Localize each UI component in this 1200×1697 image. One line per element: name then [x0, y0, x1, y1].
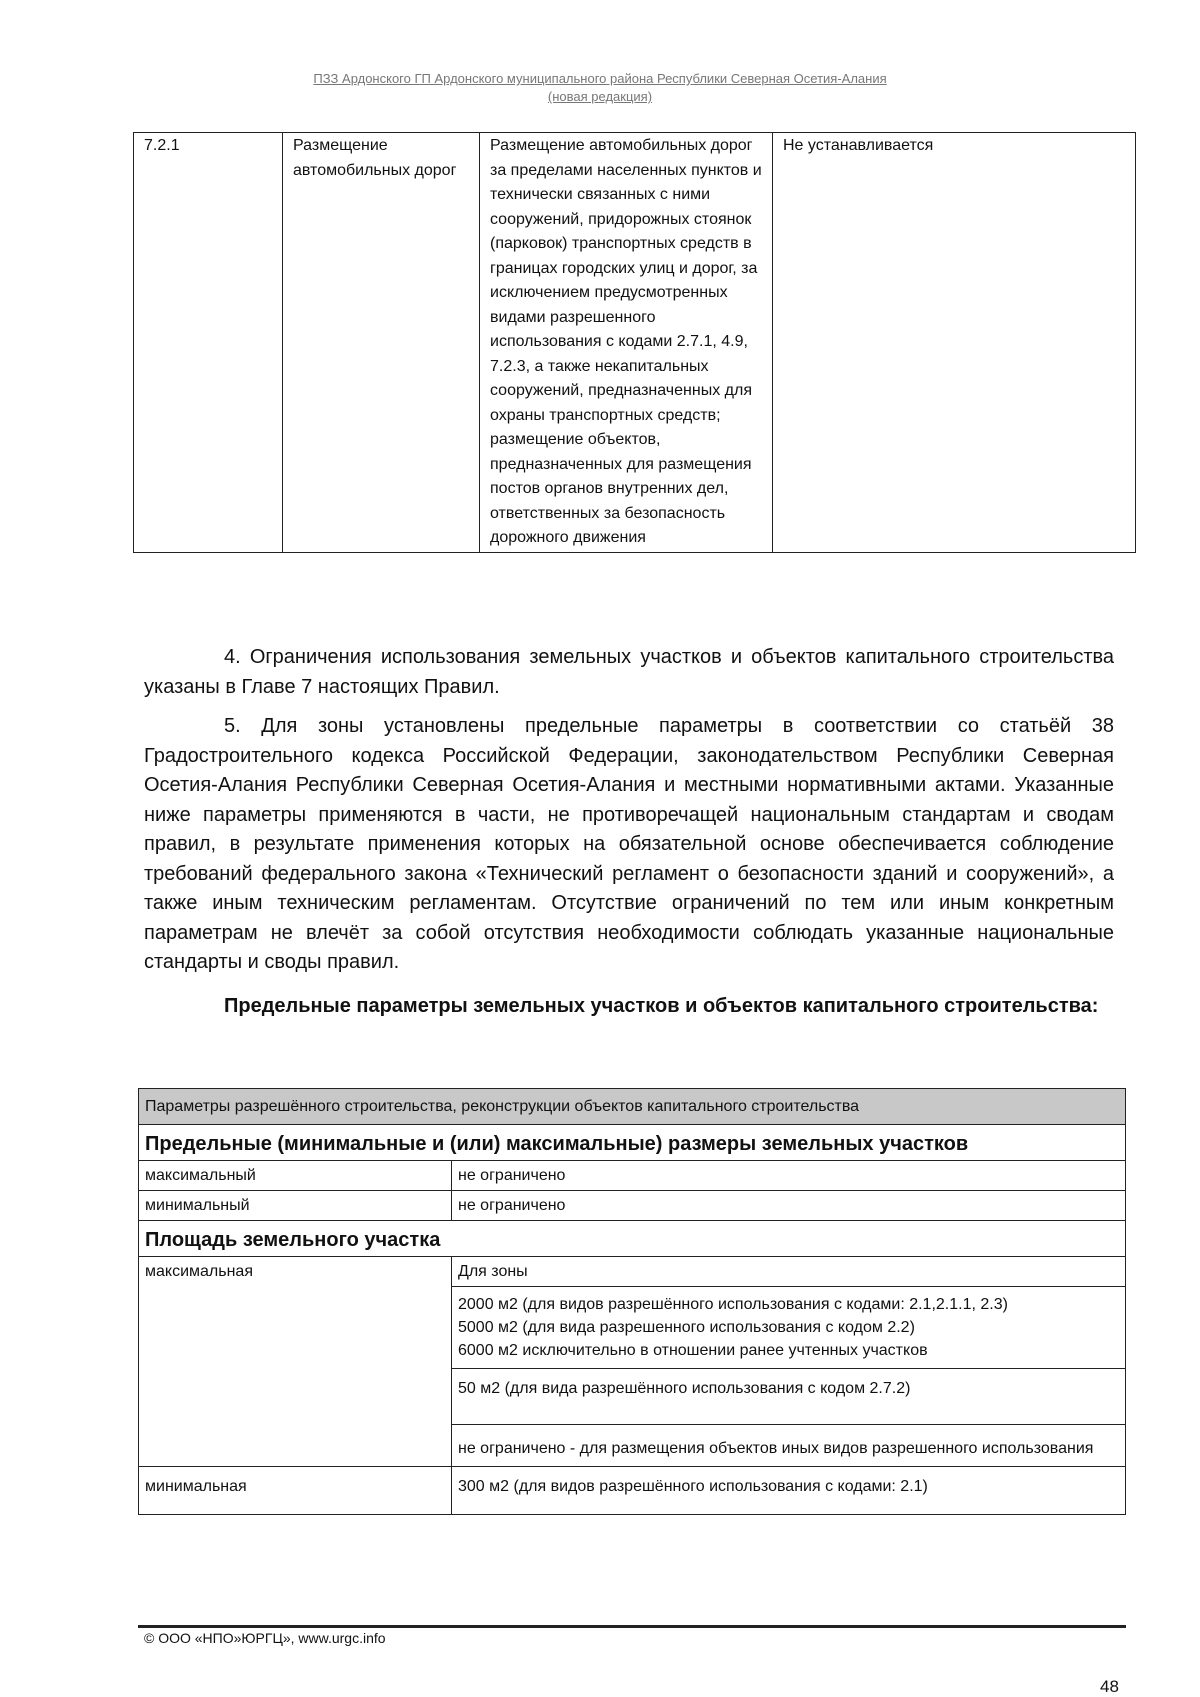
row-value: 300 м2 (для видов разрешённого использования с кодами: 2.1)	[452, 1467, 1126, 1515]
parameters-table	[138, 1088, 1126, 1515]
limit-cell: Не устанавливается	[773, 133, 1136, 553]
row-label: минимальный	[139, 1191, 452, 1221]
parameters-heading: Предельные параметры земельных участков и объектов капитального строительства:	[224, 994, 1099, 1017]
section-size-title: Предельные (минимальные и (или) максимальные) размеры земельных участков	[139, 1125, 1126, 1161]
footer-divider	[138, 1625, 1126, 1628]
table-title-row	[139, 1089, 1126, 1125]
footer-copyright: © ООО «НПО»ЮРГЦ», www.urgc.info	[144, 1630, 386, 1646]
header-line-2: (новая редакция)	[547, 89, 653, 104]
area-line: 5000 м2 (для вида разрешенного использования с кодом 2.2)	[458, 1319, 915, 1336]
code-cell: 7.2.1	[134, 133, 283, 553]
body-text	[144, 643, 1114, 1031]
row-label: максимальная	[139, 1257, 452, 1467]
row-value: Для зоны	[452, 1257, 1126, 1287]
land-use-table	[133, 132, 1136, 553]
description-cell: Размещение автомобильных дорог за пределами населенных пунктов и технически связанных с ними сооружений, придорожных стоянок (парковок) транспортных средств в границах городских улиц и дорог, за исключением предусмотренных видами разрешенного использования с кодами 2.7.1, 4.9, 7.2.3, а также некапитальных сооружений, предназначенных для охраны транспортных средств; размещение объектов, предназначенных для размещения постов органов внутренних дел, ответственных за безопасность дорожного движения	[480, 133, 773, 553]
page-header	[0, 70, 1200, 106]
page-number: 48	[1100, 1677, 1119, 1696]
row-value	[452, 1287, 1126, 1369]
row-value: 50 м2 (для вида разрешённого использования с кодом 2.7.2)	[452, 1369, 1126, 1425]
row-value: не ограничено	[452, 1191, 1126, 1221]
row-label: максимальный	[139, 1161, 452, 1191]
row-value: не ограничено	[452, 1161, 1126, 1191]
area-line: 2000 м2 (для видов разрешённого использования с кодами: 2.1,2.1.1, 2.3)	[458, 1296, 1008, 1313]
table-row	[139, 1191, 1126, 1221]
section-row	[139, 1221, 1126, 1257]
area-line: 6000 м2 исключительно в отношении ранее учтенных участков	[458, 1342, 928, 1359]
name-cell: Размещение автомобильных дорог	[283, 133, 480, 553]
table-row	[139, 1257, 1126, 1287]
table-row	[134, 133, 1136, 553]
header-line-1: ПЗЗ Ардонского ГП Ардонского муниципального района Республики Северная Осетия-Алания	[313, 71, 887, 86]
table-title: Параметры разрешённого строительства, реконструкции объектов капитального строительства	[139, 1089, 1126, 1125]
paragraph-5: 5. Для зоны установлены предельные параметры в соответствии со статьёй 38 Градостроительного кодекса Российской Федерации, законодательством Республики Северная Осетия-Алания Республики Северная Осетия-Алания и местными нормативными актами. Указанные ниже параметры применяются в части, не противоречащей национальным стандартам и сводам правил, в результате применения которых на обязательной основе обеспечивается соблюдение требований федерального закона «Технический регламент о безопасности зданий и сооружений», а также иным техническим регламентам. Отсутствие ограничений по тем или иным конкретным параметрам не влечёт за собой отсутствия необходимости соблюдать указанные национальные стандарты и своды правил.	[144, 715, 1114, 973]
table-row	[139, 1467, 1126, 1515]
row-label: минимальная	[139, 1467, 452, 1515]
row-value: не ограничено - для размещения объектов иных видов разрешенного использования	[452, 1425, 1126, 1467]
paragraph-4: 4. Ограничения использования земельных участков и объектов капитального строительства указаны в Главе 7 настоящих Правил.	[144, 646, 1114, 698]
table-row	[139, 1161, 1126, 1191]
section-row	[139, 1125, 1126, 1161]
section-area-title: Площадь земельного участка	[139, 1221, 1126, 1257]
